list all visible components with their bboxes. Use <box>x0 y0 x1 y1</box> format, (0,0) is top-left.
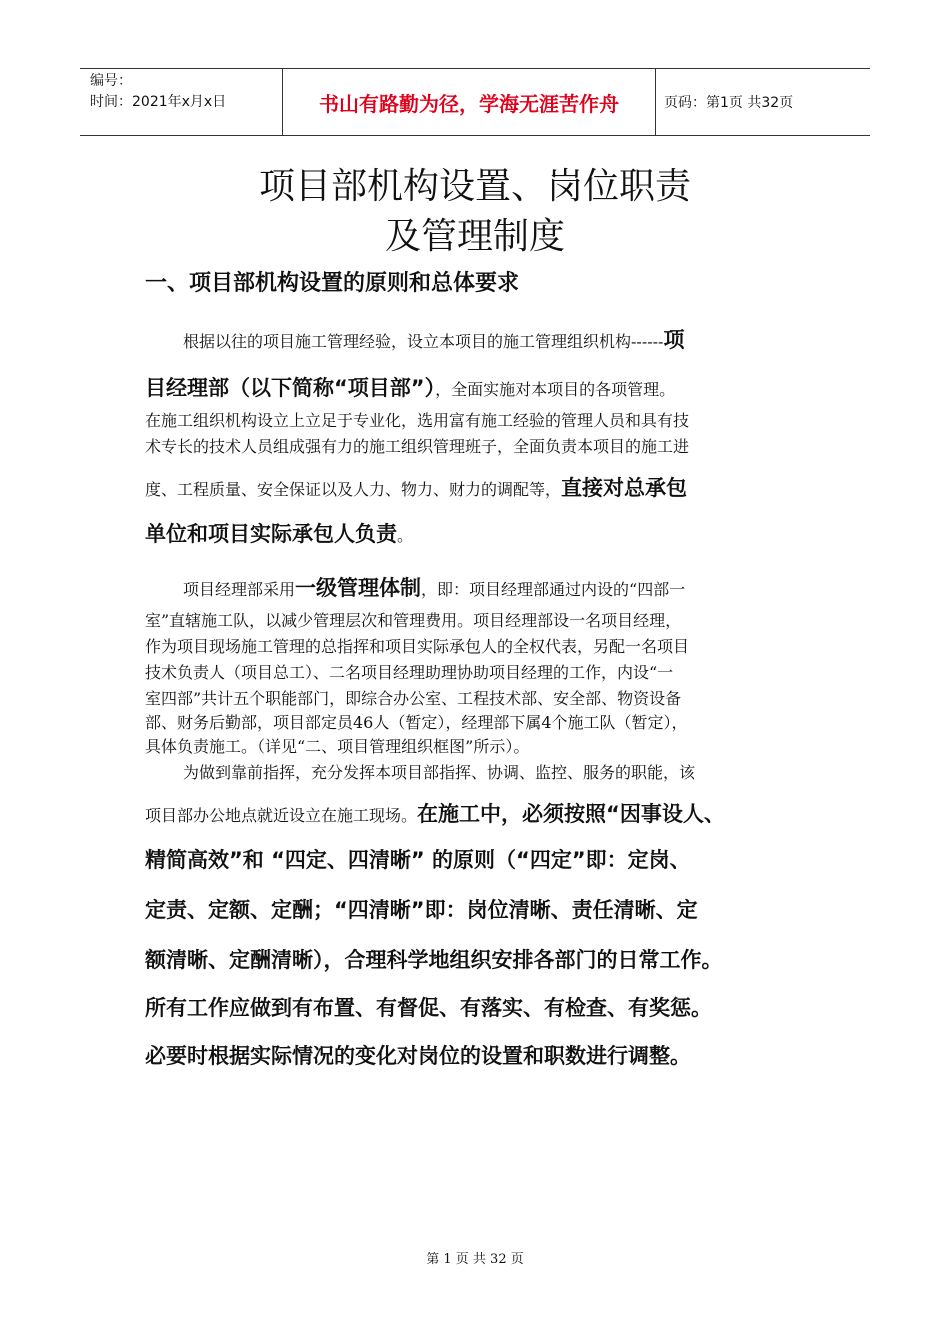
para2-line1-bold: 一级管理体制 <box>295 576 422 600</box>
header-meta <box>80 69 282 135</box>
para1-line1-text: 根据以往的项目施工管理经验，设立本项目的施工管理组织机构------ <box>183 332 664 351</box>
document-time-label: 时间：2021年x月x日 <box>90 94 227 110</box>
para1-line2 <box>145 372 675 402</box>
section-heading-1: 一、项目部机构设置的原则和总体要求 <box>145 271 520 296</box>
para1-line3: 在施工组织机构设立上立足于专业化，选用富有施工经验的管理人员和具有技 <box>145 411 690 430</box>
para3-line2-bold: 在施工中，必须按照“因事设人、 <box>417 802 725 826</box>
para2-line1 <box>183 572 685 602</box>
para3-line7: 必要时根据实际情况的变化对岗位的设置和职数进行调整。 <box>145 1044 691 1068</box>
para1-line5-text: 度、工程质量、安全保证以及人力、物力、财力的调配等， <box>145 480 562 499</box>
para1-line5 <box>145 472 687 502</box>
document-number-label: 编号： <box>90 73 132 89</box>
para3-line6: 所有工作应做到有布置、有督促、有落实、有检查、有奖惩。 <box>145 996 712 1020</box>
para2-line4: 技术负责人（项目总工）、二名项目经理助理协助项目经理的工作，内设“一 <box>145 663 674 682</box>
para3-line1: 为做到靠前指挥，充分发挥本项目部指挥、协调、监控、服务的职能，该 <box>183 763 696 782</box>
para2-line3: 作为项目现场施工管理的总指挥和项目实际承包人的全权代表，另配一名项目 <box>145 637 690 656</box>
para3-line5: 额清晰、定酬清晰），合理科学地组织安排各部门的日常工作。 <box>145 948 723 972</box>
para2-line5: 室四部”共计五个职能部门，即综合办公室、工程技术部、安全部、物资设备 <box>145 689 682 708</box>
para1-line6-bold: 单位和项目实际承包人负责 <box>145 522 397 546</box>
para2-line2: 室”直辖施工队，以减少管理层次和管理费用。项目经理部设一名项目经理， <box>145 611 682 630</box>
document-title-line2: 及管理制度 <box>384 216 565 257</box>
header-motto: 书山有路勤为径，学海无涯苦作舟 <box>282 69 656 135</box>
para2-line6: 部、财务后勤部，项目部定员46人（暂定），经理部下属4个施工队（暂定）， <box>145 713 688 732</box>
para2-line1-a: 项目经理部采用 <box>183 580 296 599</box>
page-footer: 第 1 页 共 32 页 <box>426 1252 524 1267</box>
para3-line3: 精简高效”和 “四定、四清晰” 的原则（“四定”即：定岗、 <box>145 848 691 872</box>
para1-line2-bold: 目经理部（以下简称“项目部”） <box>145 376 436 400</box>
para1-line2-text: ，全面实施对本项目的各项管理。 <box>435 380 676 399</box>
para2-line7: 具体负责施工。（详见“二、项目管理组织框图”所示）。 <box>145 737 530 756</box>
para1-line6-text: 。 <box>397 526 414 545</box>
para3-line4: 定责、定额、定酬；“四清晰”即：岗位清晰、责任清晰、定 <box>145 898 698 922</box>
para1-line1-bold: 项 <box>663 328 685 352</box>
document-title-line1: 项目部机构设置、岗位职责 <box>258 166 691 207</box>
para2-line1-b: ，即：项目经理部通过内设的“四部一 <box>421 580 686 599</box>
para3-line2 <box>145 798 725 828</box>
para1-line6 <box>145 518 413 548</box>
page-header <box>80 68 870 136</box>
para1-line1 <box>183 324 684 354</box>
para1-line4: 术专长的技术人员组成强有力的施工组织管理班子，全面负责本项目的施工进 <box>145 437 690 456</box>
para3-line2-text: 项目部办公地点就近设立在施工现场。 <box>145 806 418 825</box>
para1-line5-bold: 直接对总承包 <box>561 476 688 500</box>
header-page-info: 页码：第1页 共32页 <box>664 95 794 111</box>
